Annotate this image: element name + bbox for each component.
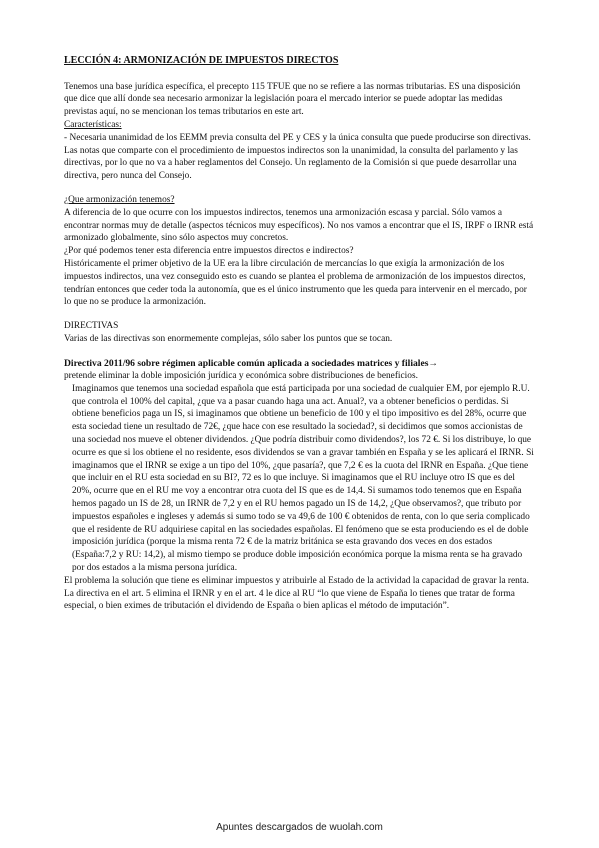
- intro-paragraph: Tenemos una base jurídica específica, el precepto 115 TFUE que no se refiere a las normas tributarias. ES una disposición que dice que allí donde sea necesario armonizar la legislación poara el mercado interior se puede adoptar las medidas previstas aquí, no se mencionan los temas tributarios en este art.: [64, 81, 521, 118]
- directiva-paragraph-1: pretende eliminar la doble imposición jurídica y económica sobre distribuciones de beneficios.: [64, 370, 418, 381]
- question-answer: A diferencia de lo que ocurre con los impuestos indirectos, tenemos una armonización escasa y parcial. Sólo vamos a encontrar normas muy de detalle (aspectos técnicos muy específicos). No nos vamos a encontrar que el IS, IRPF o IRNR está armonizado globalmente, sino sólo aspectos muy concretos.: [64, 207, 534, 244]
- directiva-paragraph-3: El problema la solución que tiene es eliminar impuestos y atribuirle al Estado de la actividad la capacidad de gravar la renta. La directiva en el art. 5 elimina el IRNR y en el art. 4 le dice al RU “lo que viene de España lo tienes que tratar de forma especial, o bien eximes de tributación el dividendo de España o bien aplicas el método de imputación”.: [64, 575, 529, 612]
- question-heading: ¿Que armonización tenemos?: [64, 195, 175, 206]
- directiva-paragraph-2: Imaginamos que tenemos una sociedad española que está participada por una sociedad de cualquier EM, por ejemplo R.U. que controla el 100% del capital, ¿que va a pasar cuando haga una act. Anual?, va a obtener beneficios o perdidas. Si obtiene beneficios paga un IS, si imaginamos que obtiene un beneficio de 100 y el tipo impositivo es del 28%, ocurre que esta sociedad tiene un resultado de 72€, ¿que hace con ese resultado la sociedad?, si decidimos que somos accionistas de una sociedad nos mueve el obtener dividendos. ¿Que podría distribuir como dividendos?, los 72 €. Si los distribuye, lo que ocurre es que si los obtiene el no residente, esos dividendos se van a gravar también en España y se les aplicará el IRNR. Si imaginamos que el IRNR se exige a un tipo del 10%, ¿que pasaría?, que 7,2 € es la cuota del IRNR en España. ¿Que tiene que incluir en el RU esta sociedad en su BI?, 72 es lo que incluye. Si imaginamos que el RU incluye otro IS que es del 20%, ocurre que en el RU me voy a encontrar otra cuota del IS que es de 14,4. Si sumamos todo tenemos que en España hemos pagado un IS de 28, un IRNR de 7,2 y en el RU hemos pagado un IS de 14,2, ¿Que observamos?, que tributo por impuestos españoles e ingleses y además si sumo todo se va 49,6 de 100 € obtenidos de renta, con lo que seria complicado que el residente de RU adquiriese capital en las sociedades españolas. El fenómeno que se esta produciendo es el de doble imposición jurídica (porque la misma renta 72 € de la matriz británica se esta gravando dos veces en dos estados (España:7,2 y RU: 14,2), al mismo tiempo se produce doble imposición económica porque la misma renta se ha gravado por dos estados a la misma persona jurídica.: [72, 383, 534, 573]
- document-page: [64, 54, 536, 613]
- caracteristicas-item: - Necesaria unanimidad de los EEMM previa consulta del PE y CES y la única consulta que puede producirse son directivas.: [64, 132, 531, 143]
- footer-credit: Apuntes descargados de wuolah.com: [216, 822, 383, 833]
- directivas-heading: DIRECTIVAS: [64, 321, 119, 332]
- spacer: [64, 346, 536, 357]
- caracteristicas-notes: Las notas que comparte con el procedimiento de impuestos indirectos son la unanimidad, la consulta del parlamento y las directivas, por lo que no va a haber reglamentos del Consejo. Un reglamento de la Comisión si que puede desarrollar una directiva, pero nunca del Consejo.: [64, 145, 518, 182]
- why-answer: Históricamente el primer objetivo de la UE era la libre circulación de mercancías lo que exigía la armonización de los impuestos indirectos, una vez conseguido esto es cuando se plantea el problema de armonización de los impuestos directos, tendrían entonces que ceder toda la autonomía, que es el único instrumento que les queda para intervenir en el mercado, por lo que no se produce la armonización.: [64, 259, 527, 308]
- spacer: [64, 183, 536, 194]
- directivas-text: Varias de las directivas son enormemente complejas, sólo saber los puntos que se tocan.: [64, 334, 393, 345]
- caracteristicas-heading: Características:: [64, 120, 122, 131]
- directiva-title: Directiva 2011/96 sobre régimen aplicable común aplicada a sociedades matrices y filiales→: [64, 357, 439, 369]
- why-question: ¿Por qué podemos tener esta diferencia entre impuestos directos e indirectos?: [64, 246, 354, 257]
- spacer: [64, 309, 536, 320]
- page-title: LECCIÓN 4: ARMONIZACIÓN DE IMPUESTOS DIRECTOS: [64, 55, 339, 66]
